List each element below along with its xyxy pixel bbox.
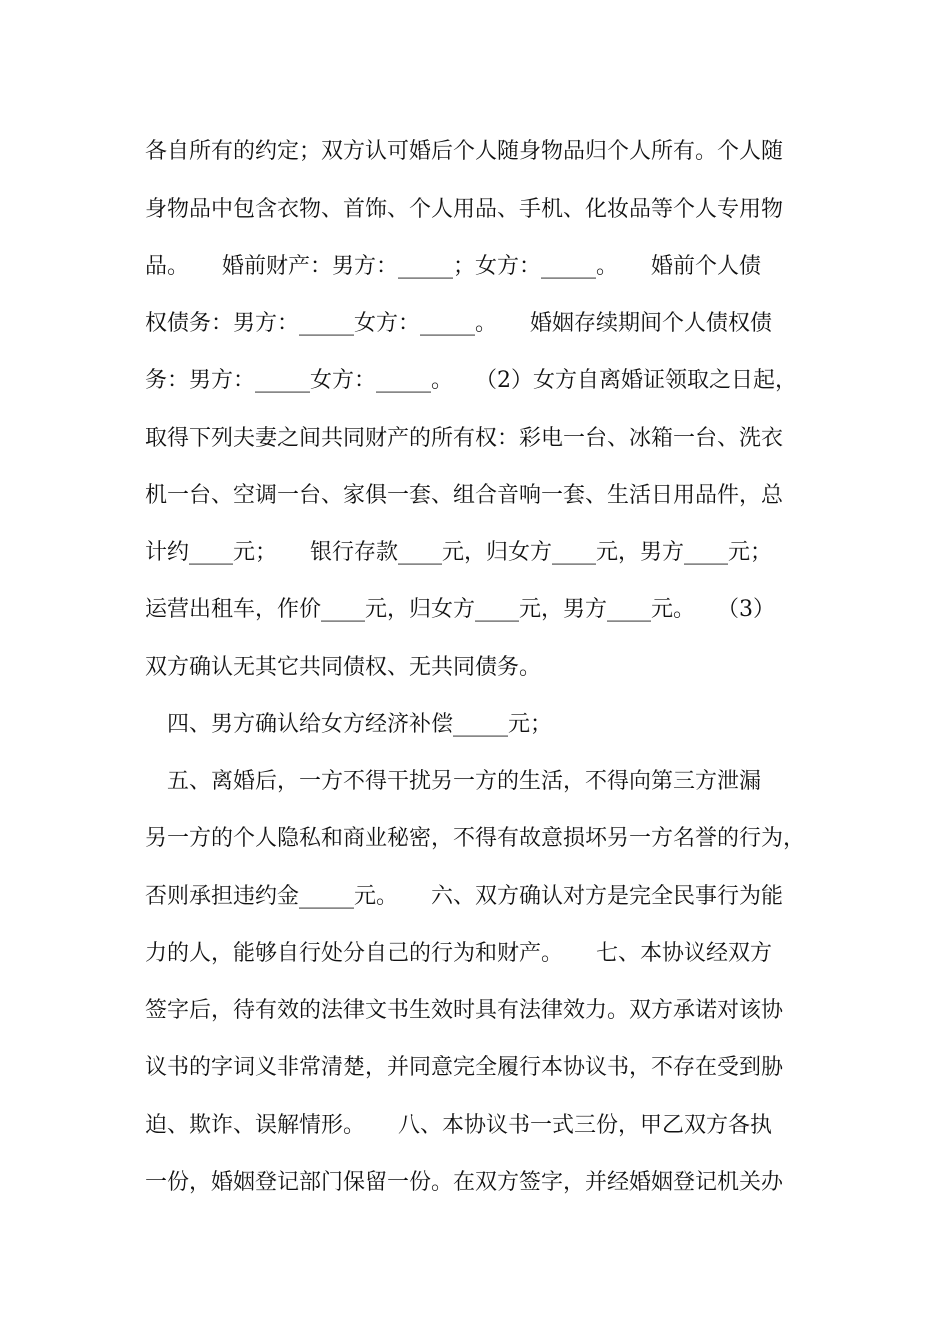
text-line-1: 各自所有的约定；双方认可婚后个人随身物品归个人所有。个人随 bbox=[145, 139, 784, 164]
text-line-13: 另一方的个人隐私和商业秘密，不得有故意损坏另一方名誉的行为， bbox=[145, 826, 806, 851]
text-line-19: 一份，婚姻登记部门保留一份。在双方签字，并经婚姻登记机关办 bbox=[145, 1170, 784, 1195]
text-line-10: 双方确认无其它共同债权、无共同债务。 bbox=[145, 655, 542, 680]
text-line-7: 机一台、空调一台、家俱一套、组合音响一套、生活日用品件，总 bbox=[145, 483, 784, 508]
text-line-5: 务：男方：_____女方：_____。 （2）女方自离婚证领取之日起， bbox=[145, 368, 797, 393]
text-line-9: 运营出租车，作价____元，归女方____元，男方____元。 （3） bbox=[145, 597, 775, 622]
text-line-6: 取得下列夫妻之间共同财产的所有权：彩电一台、冰箱一台、洗衣 bbox=[145, 426, 784, 451]
text-line-18: 迫、欺诈、误解情形。 八、本协议书一式三份，甲乙双方各执 bbox=[145, 1113, 773, 1138]
text-line-16: 签字后，待有效的法律文书生效时具有法律效力。双方承诺对该协 bbox=[145, 998, 784, 1023]
text-line-14: 否则承担违约金_____元。 六、双方确认对方是完全民事行为能 bbox=[145, 884, 784, 909]
text-line-17: 议书的字词义非常清楚，并同意完全履行本协议书，不存在受到胁 bbox=[145, 1055, 784, 1080]
text-line-15: 力的人，能够自行处分自己的行为和财产。 七、本协议经双方 bbox=[145, 941, 773, 966]
text-line-3: 品。 婚前财产：男方：_____；女方：_____。 婚前个人债 bbox=[145, 254, 762, 279]
text-line-2: 身物品中包含衣物、首饰、个人用品、手机、化妆品等个人专用物 bbox=[145, 197, 784, 222]
text-line-12: 五、离婚后，一方不得干扰另一方的生活，不得向第三方泄漏 bbox=[145, 769, 762, 794]
text-line-11: 四、男方确认给女方经济补偿_____元； bbox=[145, 712, 553, 737]
text-line-4: 权债务：男方：_____女方：_____。 婚姻存续期间个人债权债 bbox=[145, 311, 773, 336]
text-line-8: 计约____元； 银行存款____元，归女方____元，男方____元； bbox=[145, 540, 773, 565]
